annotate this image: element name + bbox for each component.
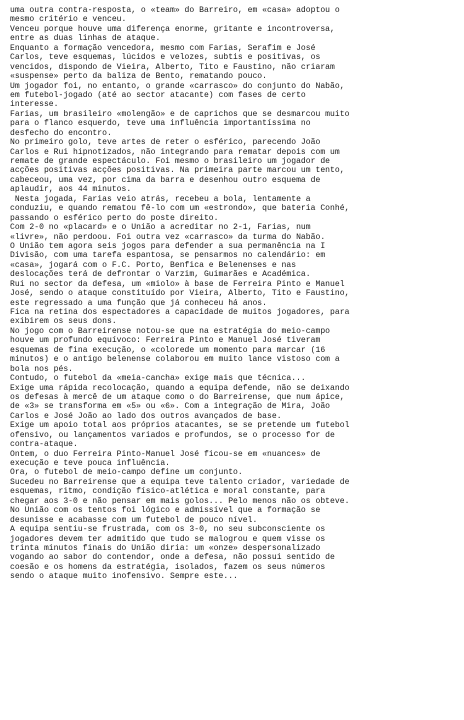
text-line: coesão e os homens da estratégia, isolados, fazem os seus números xyxy=(10,562,326,572)
text-line: Venceu porque houve uma diferença enorme, gritante e incontroversa, xyxy=(10,24,335,34)
text-line: contra-ataque. xyxy=(10,440,78,450)
text-line: entre as duas linhas de ataque. xyxy=(10,34,161,44)
text-line: bola nos pés. xyxy=(10,364,74,374)
text-line: No União com os tentos foi lógico e admissível que a formação se xyxy=(10,506,321,516)
text-line: No jogo com o Barreirense notou-se que na estratégia do meio-campo xyxy=(10,326,331,336)
text-line: trinta minutos finais do União diria: um «onze» despersonalizado xyxy=(10,543,321,553)
text-line: Exige uma rápida recolocação, quando a equipa defende, não se deixando xyxy=(10,383,350,393)
text-line: Ontem, o duo Ferreira Pinto-Manuel José ficou-se em «nuances» de xyxy=(10,449,321,459)
text-line: vencidos, dispondo de Vieira, Alberto, Tito e Faustino, não criaram xyxy=(10,62,335,72)
text-line: Carlos, teve esquemas, lúcidos e velozes, subtis e positivas, os xyxy=(10,53,321,63)
text-line: deslocações terá de defrontar o Varzim, Guimarães e Académica. xyxy=(10,270,311,280)
text-line: «casa», jogará com o F.C. Porto, Benfica e Belenenses e nas xyxy=(10,260,297,270)
text-line: Rui no sector da defesa, um «miolo» à base de Ferreira Pinto e Manuel xyxy=(10,279,345,289)
article-text xyxy=(10,6,458,582)
text-line: remate de grande espectáculo. Foi mesmo o brasileiro um jogador de xyxy=(10,157,331,166)
text-line: Ora, o futebol de meio-campo define um conjunto. xyxy=(10,468,243,478)
text-line: desunisse e acabasse com um futebol de pouco nível. xyxy=(10,515,258,525)
text-line: Com 2-0 no «placard» e o União a acreditar no 2-1, Farias, num xyxy=(10,223,311,233)
text-line: conduziu, e quando rematou fê-lo com um «estrondo», que bateria Conhé, xyxy=(10,204,350,214)
text-line: aplaudir, aos 44 minutos. xyxy=(10,185,132,195)
text-line: cabeceou, uma vez, por cima da barra e desenhou outro esquema de xyxy=(10,175,321,185)
text-line: Carlos e Rui hipnotizados, não integrando para rematar depois com um xyxy=(10,147,340,157)
text-line: vogando ao sabor do contendor, onde a defesa, não possui sentido de xyxy=(10,553,335,563)
text-line: jogadores devem ter admitido que tudo se malogrou e quem visse os xyxy=(10,534,326,544)
text-line: No primeiro golo, teve artes de reter o esférico, parecendo João xyxy=(10,138,321,148)
text-line: acções positivas acções positivas. Na primeira parte marcou um tento, xyxy=(10,166,345,176)
text-line: esquemas de fina execução, o «colorede um momento para marcar (16 xyxy=(10,345,326,355)
text-line: Exige um apoio total aos próprios atacantes, se se pretende um futebol xyxy=(10,421,350,431)
text-line: Farias, um brasileiro «molengão» e de caprichos que se desmarcou muito xyxy=(10,109,350,119)
text-line: Divisão, com uma tarefa espantosa, se pensarmos no calendário: em xyxy=(10,251,326,261)
text-line: exibirem os seus dons. xyxy=(10,317,117,327)
text-line: para o flanco esquerdo, teve uma influência importantíssima no xyxy=(10,119,311,129)
text-line: esquemas, ritmo, condição físico-atlética e moral constante, para xyxy=(10,487,326,497)
text-line: Fica na retina dos espectadores a capacidade de muitos jogadores, para xyxy=(10,308,350,317)
text-line: «suspense» perto da baliza de Bento, rematando pouco. xyxy=(10,72,267,82)
text-line: interesse. xyxy=(10,100,59,110)
text-line: houve um profundo equívoco: Ferreira Pinto e Manuel José tiveram xyxy=(10,336,321,346)
text-line: Carlos e José João ao lado dos outros avançados de base. xyxy=(10,411,282,421)
text-line: de «3» se transforma em «5» ou «6». Com a integração de Mira, João xyxy=(10,402,331,412)
text-line: Enquanto a formação vencedora, mesmo com Farias, Serafim e José xyxy=(10,43,316,53)
text-line: execução e teve pouca influência. xyxy=(10,459,171,468)
text-line: O União tem agora seis jogos para defender a sua permanência na I xyxy=(10,241,326,251)
text-line: mesmo critério e venceu. xyxy=(10,15,127,25)
text-line: em futebol-jogado (até ao sector atacante) com fases de certo xyxy=(10,90,306,100)
text-line: uma outra contra-resposta, o «team» do Barreiro, em «casa» adoptou o xyxy=(10,6,340,15)
text-line: os defesas à mercê de um ataque como o do Barreirense, que num ápice, xyxy=(10,392,345,402)
text-line: Contudo, o futebol da «meia-cancha» exige mais que técnica... xyxy=(10,374,306,384)
text-line: desfecho do encontro. xyxy=(10,128,112,138)
text-line: Sucedeu no Barreirense que a equipa teve talento criador, variedade de xyxy=(10,477,350,487)
text-line: «livre», não perdoou. Foi outra vez «carrasco» da turma do Nabão. xyxy=(10,232,326,242)
text-line: A equipa sentiu-se frustrada, com os 3-0, no seu subconsciente os xyxy=(10,525,326,535)
text-line: este regressado a uma função que já conheceu há anos. xyxy=(10,298,267,308)
text-line: minutos) e o antigo belenense colaborou em muito lance vistoso com a xyxy=(10,355,340,365)
text-line: Nesta jogada, Farias veio atrás, recebeu a bola, lentamente a xyxy=(10,194,311,204)
text-line: Um jogador foi, no entanto, o grande «carrasco» do conjunto do Nabão, xyxy=(10,81,345,91)
text-line: chegar aos 3-0 e não pensar em mais golos... Pelo menos não os obteve. xyxy=(10,496,350,506)
text-line: ofensivo, ou lançamentos variados e profundos, se o processo for de xyxy=(10,430,335,440)
text-line: José, sendo o ataque constituído por Vieira, Alberto, Tito e Faustino, xyxy=(10,289,350,299)
text-line: passando o esférico perto do poste direito. xyxy=(10,213,219,223)
text-line: sendo o ataque muito inofensivo. Sempre este... xyxy=(10,572,238,582)
